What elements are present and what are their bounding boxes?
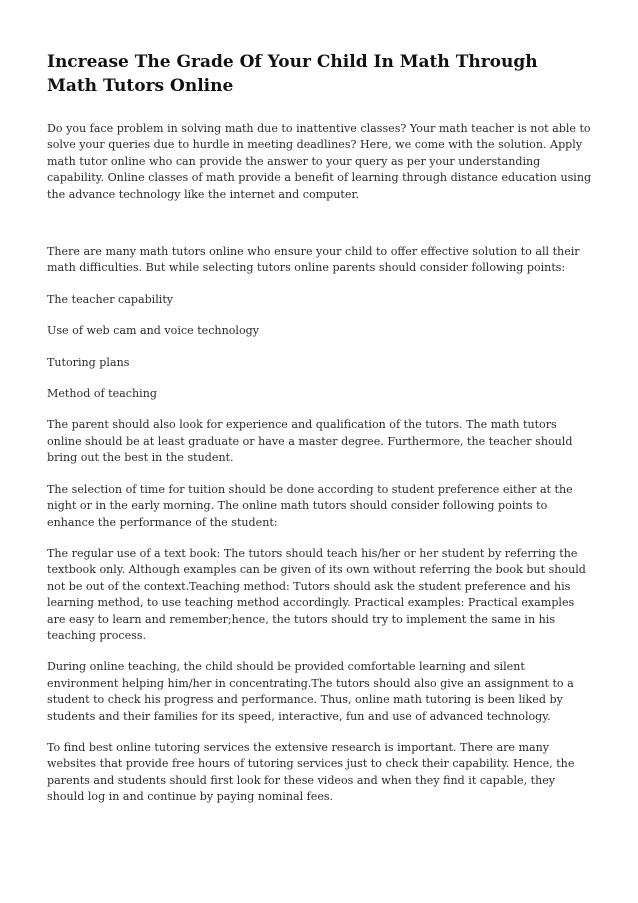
document-title: Increase The Grade Of Your Child In Math Through Math Tutors Online <box>47 52 538 96</box>
tutors-paragraph: There are many math tutors online who ensure your child to offer effective solution to all their math difficulties. But while selecting tutors online parents should consider following points: <box>47 245 580 275</box>
body-paragraph: During online teaching, the child should be provided comfortable learning and silent environment helping him/her in concentrating.The tutors should also give an assignment to a student to check his progress and performance. Thus, online math tutoring is been liked by students and their families for its speed, interactive, fun and use of advanced technology. <box>47 660 574 723</box>
point-item: Method of teaching <box>47 387 157 401</box>
body-paragraph: The selection of time for tuition should be done according to student preference either at the night or in the early morning. The online math tutors should consider following points to enhance the performance of the student: <box>47 482 573 529</box>
body-paragraph: To find best online tutoring services the extensive research is important. There are many websites that provide free hours of tutoring services just to check their capability. Hence, the parents and students should first look for these videos and when they find it capable, they should log in and continue by paying nominal fees. <box>47 740 575 804</box>
point-item: Tutoring plans <box>47 355 130 369</box>
document-page <box>47 46 593 806</box>
body-paragraph: The regular use of a text book: The tutors should teach his/her or her student by referring the textbook only. Although examples can be given of its own without referring the book but should not be out of the context.Teaching method: Tutors should ask the student preference and his learning method, to use teaching method accordingly. Practical examples: Practical examples are easy to learn and remember;hence, the tutors should try to implement the same in his teaching process. <box>47 546 586 642</box>
intro-paragraph: Do you face problem in solving math due to inattentive classes? Your math teacher is not able to solve your queries due to hurdle in meeting deadlines? Here, we come with the solution. Apply math tutor online who can provide the answer to your query as per your understanding capability. Online classes of math provide a benefit of learning through distance education using the advance technology like the internet and computer. <box>47 122 592 201</box>
body-paragraph: The parent should also look for experience and qualification of the tutors. The math tutors online should be at least graduate or have a master degree. Furthermore, the teacher should bring out the best in the student. <box>47 418 573 465</box>
point-item: The teacher capability <box>47 292 174 306</box>
point-item: Use of web cam and voice technology <box>47 324 259 338</box>
